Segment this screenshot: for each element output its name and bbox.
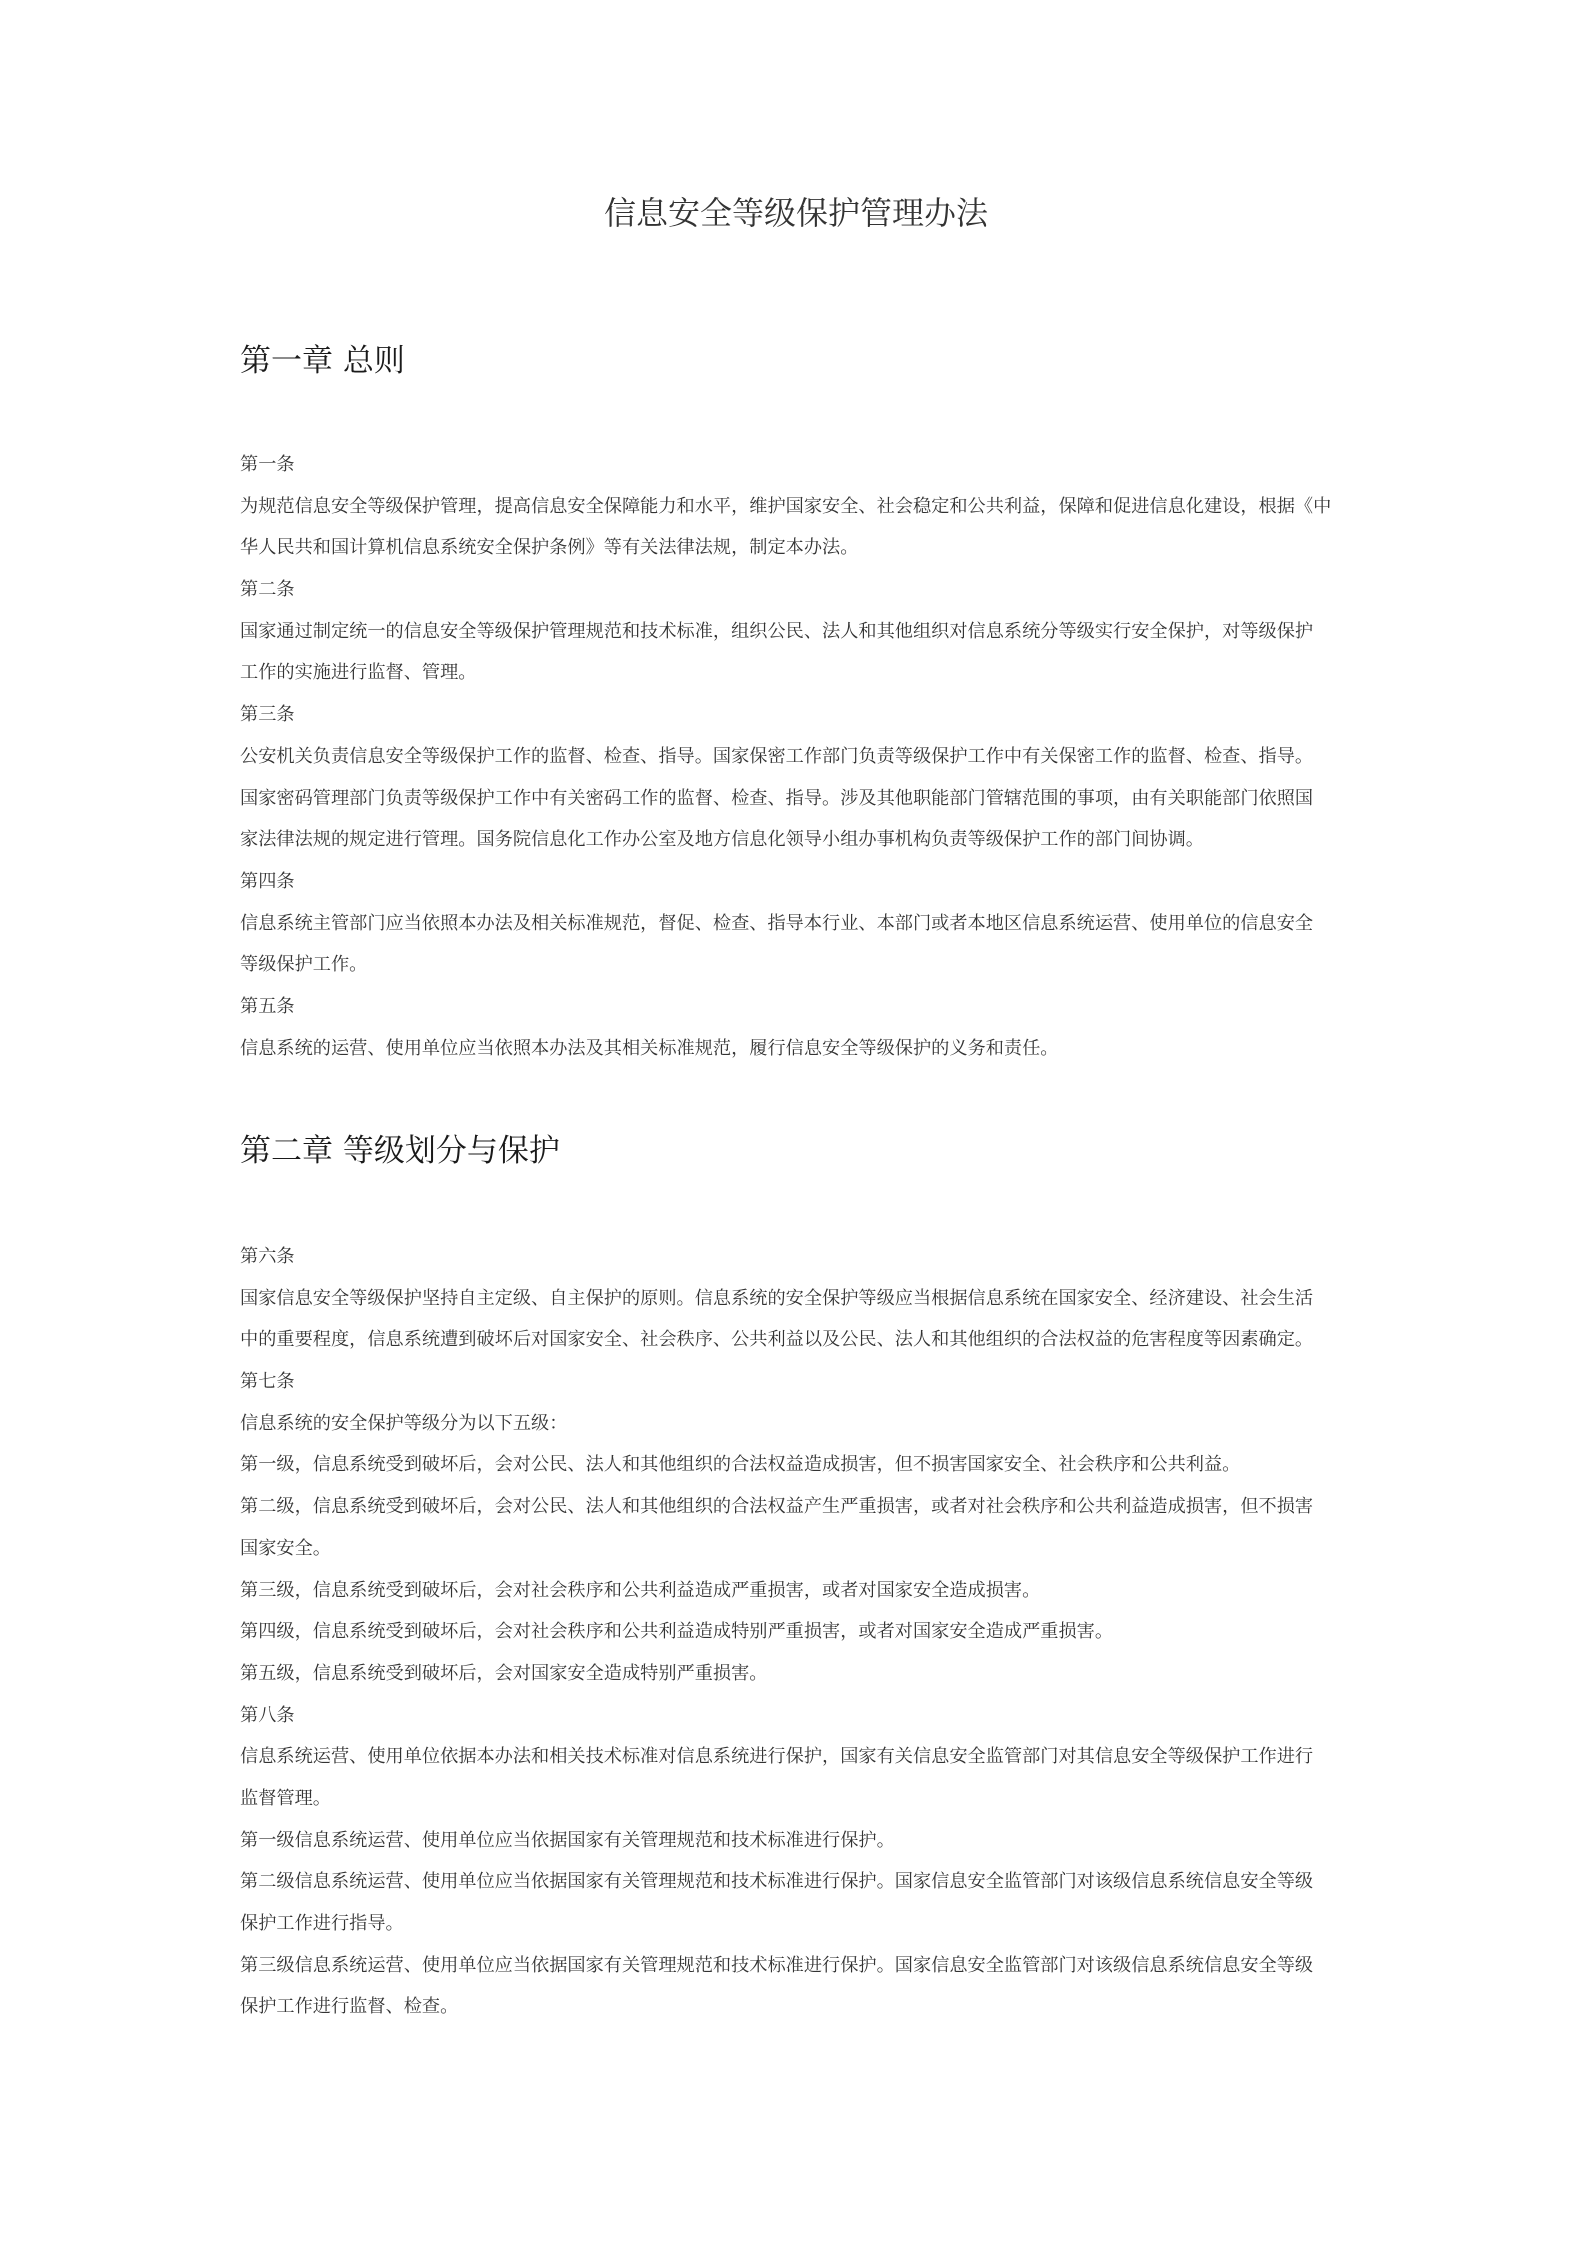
paragraph-line: 第四级，信息系统受到破坏后，会对社会秩序和公共利益造成特别严重损害，或者对国家安全造成严重损害。 [240,1621,1114,1643]
paragraph-line: 公安机关负责信息安全等级保护工作的监督、检查、指导。国家保密工作部门负责等级保护工作中有关保密工作的监督、检查、指导。 [240,745,1314,767]
paragraph-line: 第三级，信息系统受到破坏后，会对社会秩序和公共利益造成严重损害，或者对国家安全造成损害。 [240,1579,1041,1601]
article-label: 第四条 [240,870,295,892]
article-label: 第六条 [240,1246,295,1267]
article-label: 第八条 [240,1704,295,1726]
article-label: 第三条 [240,704,295,726]
paragraph-line: 第一级，信息系统受到破坏后，会对公民、法人和其他组织的合法权益造成损害，但不损害国家安全、社会秩序和公共利益。 [240,1454,1241,1476]
paragraph-line: 监督管理。 [240,1787,331,1809]
article-label: 第五条 [240,995,295,1017]
paragraph-line: 等级保护工作。 [240,954,368,976]
paragraph-line: 信息系统的运营、使用单位应当依照本办法及其相关标准规范，履行信息安全等级保护的义务和责任。 [240,1037,1059,1059]
paragraph-line: 保护工作进行指导。 [240,1913,404,1934]
paragraph-line: 为规范信息安全等级保护管理，提高信息安全保障能力和水平，维护国家安全、社会稳定和公共利益，保障和促进信息化建设，根据《中 [240,495,1332,517]
paragraph-line: 国家安全。 [240,1537,331,1559]
chapter-heading-2: 第二章 等级划分与保护 [240,1133,560,1169]
paragraph-line: 国家通过制定统一的信息安全等级保护管理规范和技术标准，组织公民、法人和其他组织对信息系统分等级实行安全保护，对等级保护 [240,620,1314,642]
chapter-1-body [240,444,1352,1069]
chapter-2-body [240,1236,1352,2028]
paragraph-line: 第三级信息系统运营、使用单位应当依据国家有关管理规范和技术标准进行保护。国家信息安全监管部门对该级信息系统信息安全等级 [240,1954,1314,1976]
paragraph-line: 第二级信息系统运营、使用单位应当依据国家有关管理规范和技术标准进行保护。国家信息安全监管部门对该级信息系统信息安全等级 [240,1871,1314,1893]
paragraph-line: 工作的实施进行监督、管理。 [240,662,477,684]
paragraph-line: 第二级，信息系统受到破坏后，会对公民、法人和其他组织的合法权益产生严重损害，或者对社会秩序和公共利益造成损害，但不损害 [240,1496,1314,1518]
paragraph-line: 保护工作进行监督、检查。 [240,1996,459,2018]
paragraph-line: 信息系统的安全保护等级分为以下五级： [240,1412,568,1434]
paragraph-line: 信息系统主管部门应当依照本办法及相关标准规范，督促、检查、指导本行业、本部门或者本地区信息系统运营、使用单位的信息安全 [240,912,1314,934]
paragraph-line: 第一级信息系统运营、使用单位应当依据国家有关管理规范和技术标准进行保护。 [240,1829,895,1851]
paragraph-line: 国家信息安全等级保护坚持自主定级、自主保护的原则。信息系统的安全保护等级应当根据信息系统在国家安全、经济建设、社会生活 [240,1287,1314,1309]
article-label: 第七条 [240,1371,295,1393]
paragraph-line: 中的重要程度，信息系统遭到破坏后对国家安全、社会秩序、公共利益以及公民、法人和其他组织的合法权益的危害程度等因素确定。 [240,1329,1314,1351]
paragraph-line: 第五级，信息系统受到破坏后，会对国家安全造成特别严重损害。 [240,1662,768,1684]
paragraph-line: 国家密码管理部门负责等级保护工作中有关密码工作的监督、检查、指导。涉及其他职能部门管辖范围的事项，由有关职能部门依照国 [240,787,1314,809]
paragraph-line: 家法律法规的规定进行管理。国务院信息化工作办公室及地方信息化领导小组办事机构负责等级保护工作的部门间协调。 [240,829,1204,851]
paragraph-line: 信息系统运营、使用单位依据本办法和相关技术标准对信息系统进行保护，国家有关信息安全监管部门对其信息安全等级保护工作进行 [240,1746,1314,1768]
article-label: 第二条 [240,579,295,601]
paragraph-line: 华人民共和国计算机信息系统安全保护条例》等有关法律法规，制定本办法。 [240,537,859,559]
document-title: 信息安全等级保护管理办法 [603,194,988,232]
article-label: 第一条 [240,454,295,475]
chapter-heading-1: 第一章 总则 [240,343,405,379]
